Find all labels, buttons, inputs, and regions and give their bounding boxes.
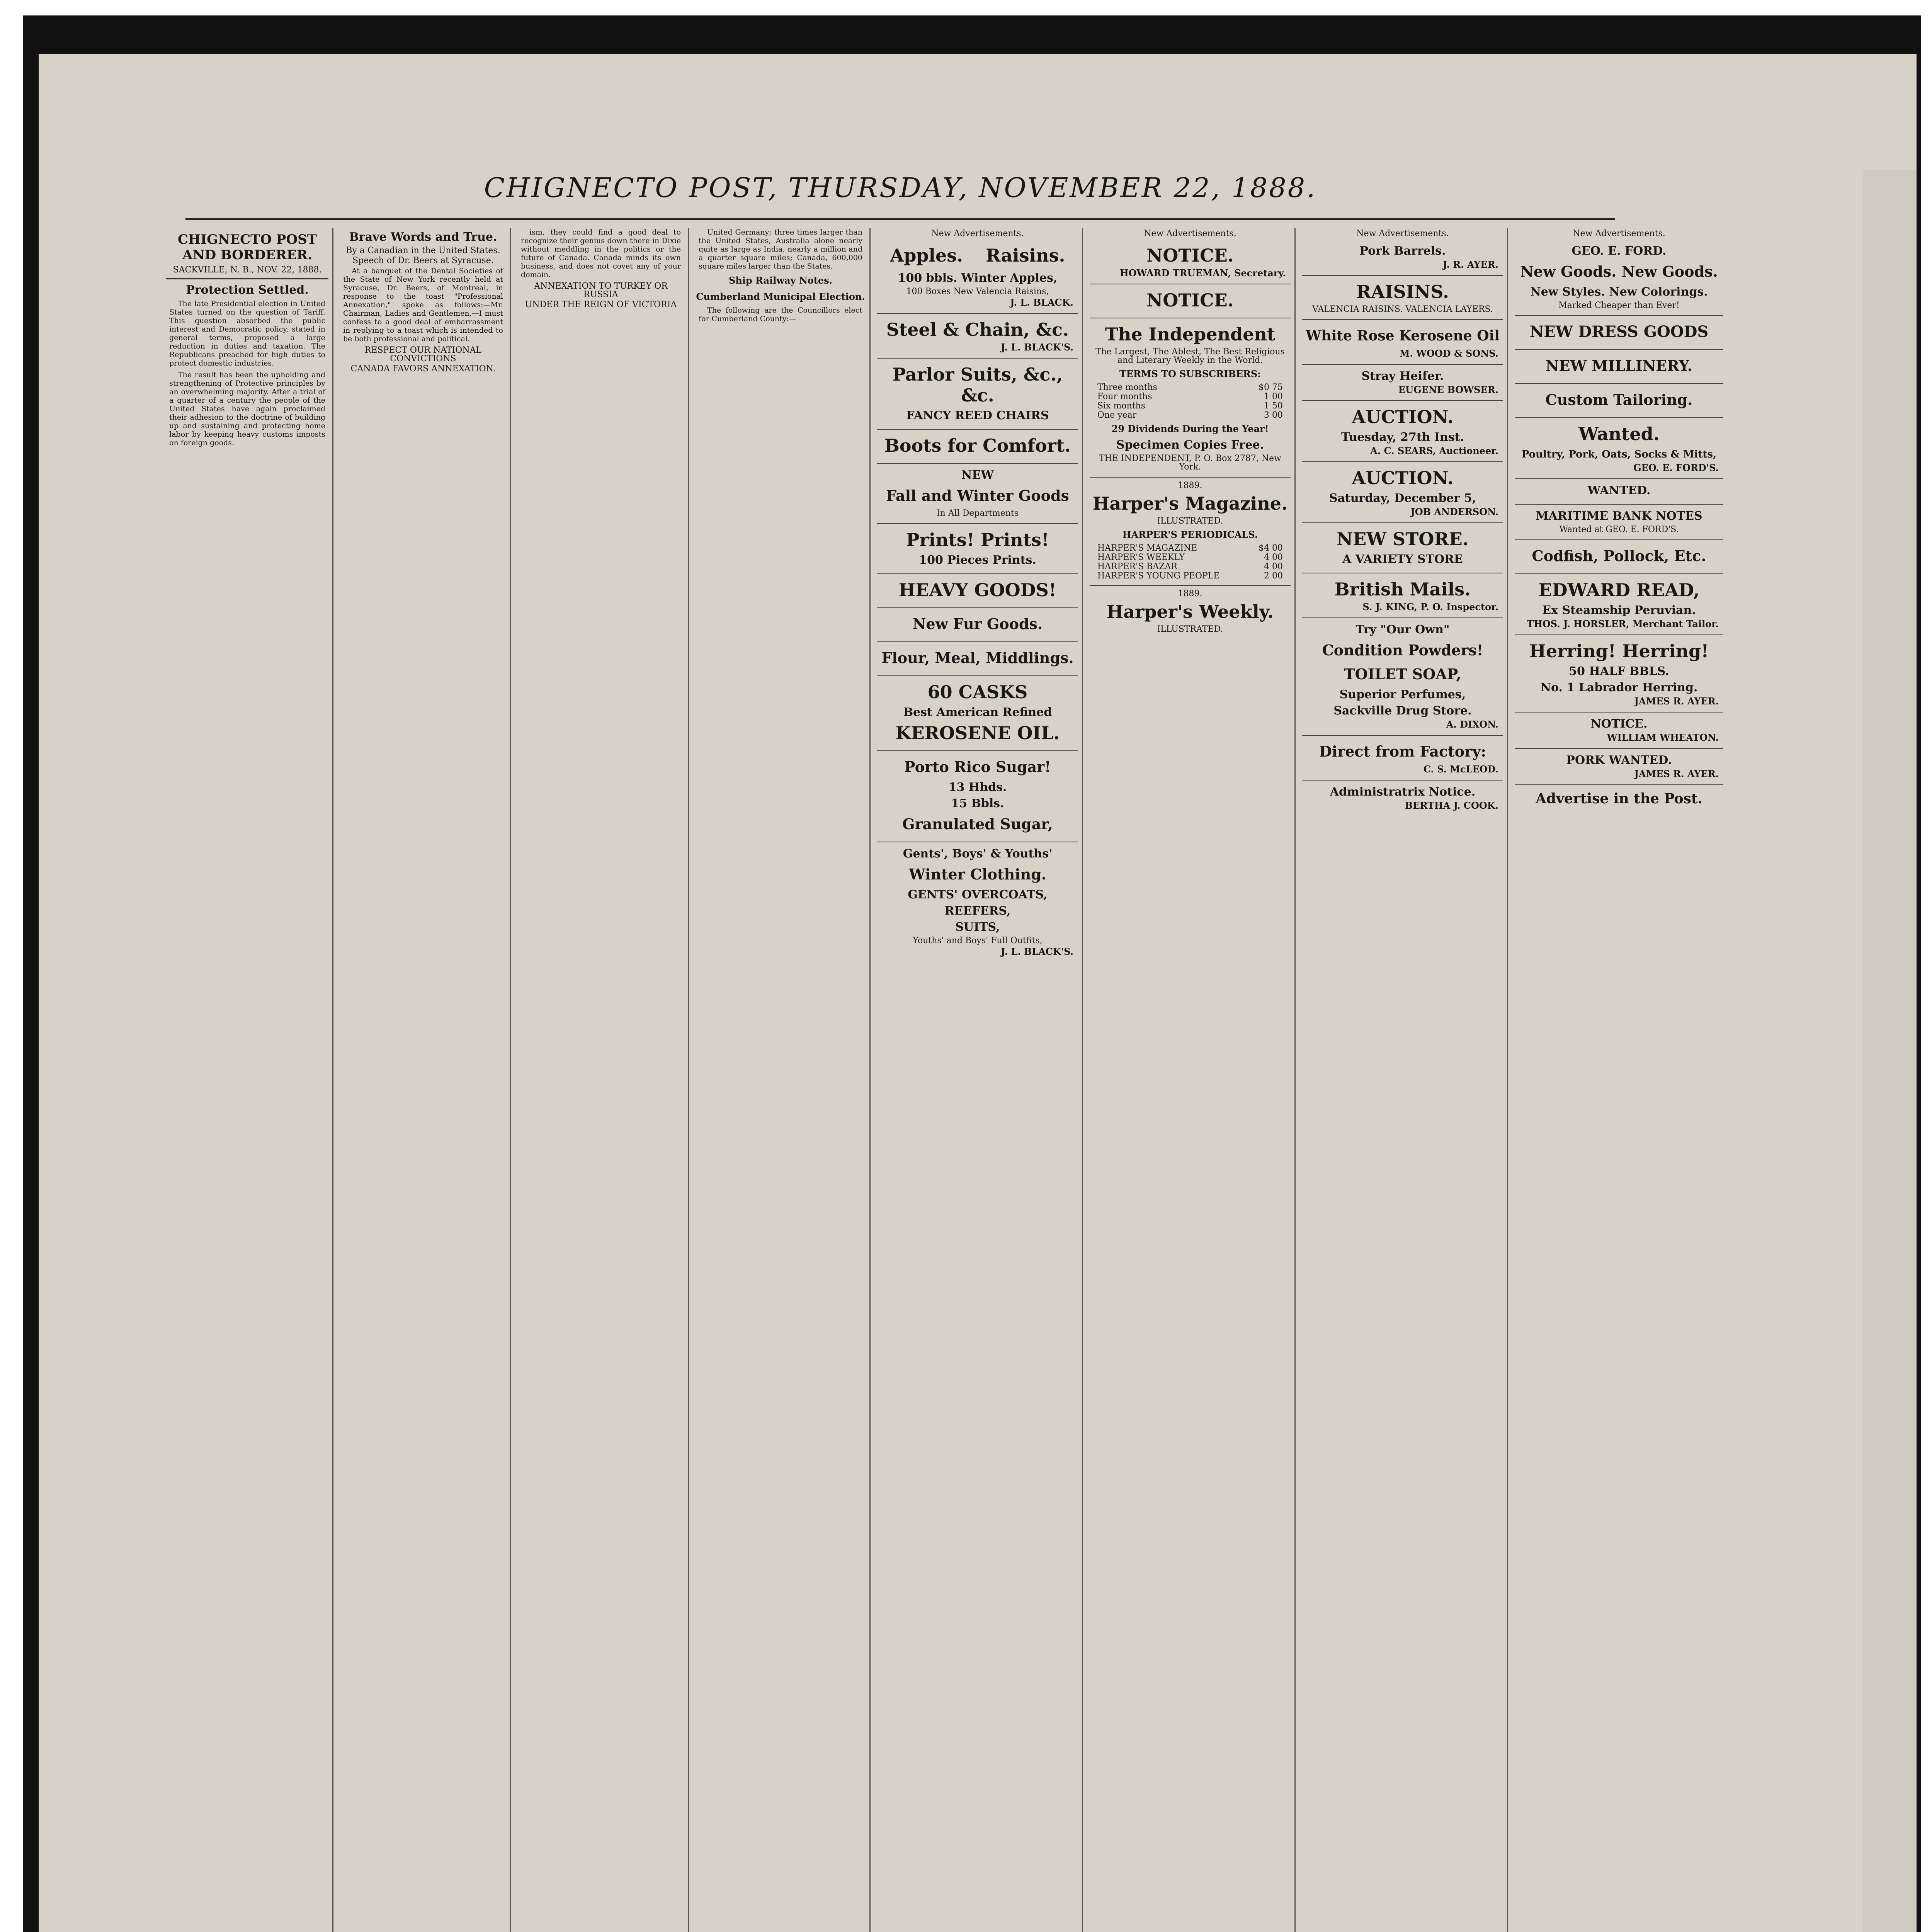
ad-signature: A. DIXON. bbox=[1446, 719, 1498, 730]
ads-header: New Advertisements. bbox=[931, 229, 1024, 238]
ad-address: THE INDEPENDENT, P. O. Box 2787, New York. bbox=[1099, 454, 1281, 472]
ad-line: Gents', Boys' & Youths' bbox=[903, 847, 1053, 861]
article-paragraph: At a banquet of the Dental Societies of the State of New York recently held at Syracuse, Dr. Beers, of Montreal, in response to the toast "Professional Annexation," spoke as follows:—Mr. Chairman, Ladies and Gentlemen,—I must confess to a good deal of embarrassment in replying to a toast which is intended to be both professional and political. bbox=[343, 267, 503, 343]
ad-line: FANCY REED CHAIRS bbox=[906, 409, 1049, 422]
ad-signature: J. R. AYER. bbox=[1442, 259, 1498, 270]
ad-line: Ex Steamship Peruvian. bbox=[1542, 604, 1696, 617]
ad-title: Steel & Chain, &c. bbox=[886, 319, 1069, 340]
ad-title: Direct from Factory: bbox=[1319, 743, 1486, 760]
ad-line: KEROSENE OIL. bbox=[895, 723, 1060, 743]
notice-title: NOTICE. bbox=[1146, 245, 1234, 266]
section-subhead: UNDER THE REIGN OF VICTORIA bbox=[525, 300, 677, 310]
column-rule bbox=[688, 228, 689, 1932]
ad-title: Custom Tailoring. bbox=[1545, 391, 1693, 408]
ad-line: 15 Bbls. bbox=[951, 797, 1004, 810]
price-label: HARPER'S YOUNG PEOPLE bbox=[1097, 571, 1220, 581]
ad-signature: J. L. BLACK. bbox=[1010, 297, 1073, 308]
dateline: SACKVILLE, N. B., NOV. 22, 1888. bbox=[173, 265, 322, 275]
ad-auction-2 bbox=[1302, 462, 1503, 523]
ad-signature: M. WOOD & SONS. bbox=[1399, 348, 1498, 359]
ad-title: Stray Heifer. bbox=[1361, 369, 1444, 383]
notice-exhibition bbox=[1090, 240, 1291, 284]
ad-line: 100 Boxes New Valencia Raisins, bbox=[906, 287, 1049, 296]
column-article bbox=[340, 228, 506, 1932]
news-heading: Cumberland Municipal Election. bbox=[696, 291, 865, 302]
ad-notice bbox=[1515, 713, 1723, 749]
ad-herring bbox=[1515, 635, 1723, 713]
ad-kerosene bbox=[877, 676, 1078, 751]
section-subhead: CANADA FAVORS ANNEXATION. bbox=[350, 364, 496, 374]
ad-year: 1889. bbox=[1178, 481, 1202, 490]
ad-title: NEW DRESS GOODS bbox=[1529, 323, 1709, 341]
ad-fall-winter-goods bbox=[877, 464, 1078, 524]
ad-title: Porto Rico Sugar! bbox=[904, 758, 1051, 776]
article-paragraph: The following are the Councillors elect for Cumberland County:— bbox=[699, 306, 862, 323]
ad-bank-notes bbox=[1515, 505, 1723, 540]
ad-british-mails bbox=[1302, 573, 1503, 618]
ad-raisins bbox=[1302, 276, 1503, 320]
price-value: 1 00 bbox=[1264, 392, 1283, 401]
ad-signature: GEO. E. FORD'S. bbox=[1633, 462, 1719, 473]
ad-flour bbox=[877, 642, 1078, 676]
ad-new-goods bbox=[1515, 240, 1723, 316]
ad-line: Sackville Drug Store. bbox=[1333, 704, 1472, 718]
ad-line: No. 1 Labrador Herring. bbox=[1540, 681, 1698, 694]
ad-line: 13 Hhds. bbox=[948, 781, 1007, 794]
ad-harpers-weekly bbox=[1090, 586, 1291, 639]
price-label: One year bbox=[1097, 410, 1137, 420]
ad-direct-factory bbox=[1302, 736, 1503, 781]
column-ads-ford bbox=[1515, 228, 1723, 1932]
ad-title: MARITIME BANK NOTES bbox=[1536, 509, 1702, 523]
column-article-cont bbox=[518, 228, 684, 1932]
ad-title: Fall and Winter Goods bbox=[886, 487, 1069, 504]
ad-signature: JOB ANDERSON. bbox=[1410, 506, 1498, 517]
price-label: HARPER'S WEEKLY bbox=[1097, 553, 1185, 562]
ad-harpers-magazine bbox=[1090, 478, 1291, 586]
price-value: 1 50 bbox=[1264, 401, 1283, 411]
price-value: 2 00 bbox=[1264, 571, 1283, 581]
article-paragraph: ism, they could find a good deal to recognize their genius down there in Dixie without meddling in the politics or the future of Canada. Canada minds its own business, and does not covet any of your domain. bbox=[521, 228, 681, 279]
ad-millinery bbox=[1515, 350, 1723, 384]
ad-line: 50 HALF BBLS. bbox=[1569, 665, 1669, 678]
price-row bbox=[1097, 402, 1283, 410]
ad-line: Saturday, December 5, bbox=[1329, 492, 1476, 505]
ad-heavy-goods bbox=[877, 574, 1078, 608]
ad-prints bbox=[877, 524, 1078, 574]
column-ads-local bbox=[1302, 228, 1503, 1932]
ad-pork-wanted bbox=[1515, 749, 1723, 785]
ad-signature: S. J. KING, P. O. Inspector. bbox=[1362, 601, 1498, 612]
price-row bbox=[1097, 553, 1283, 562]
notice-title: NOTICE. bbox=[1146, 290, 1234, 311]
price-value: 3 00 bbox=[1264, 410, 1283, 420]
ad-wanted-poultry bbox=[1515, 418, 1723, 479]
ad-new-store bbox=[1302, 523, 1503, 573]
ad-edward-read bbox=[1515, 574, 1723, 635]
byline: By a Canadian in the United States. bbox=[346, 246, 500, 255]
ad-line: ILLUSTRATED. bbox=[1157, 516, 1223, 526]
divider bbox=[166, 278, 328, 279]
ad-line: Superior Perfumes, bbox=[1339, 688, 1466, 701]
price-row bbox=[1097, 563, 1283, 571]
ad-title: Prints! Prints! bbox=[906, 529, 1049, 550]
ad-administratrix bbox=[1302, 781, 1503, 816]
ad-title: WANTED. bbox=[1587, 484, 1651, 497]
article-paragraph: The result has been the upholding and strengthening of Protective principles by an overwhelming majority. After a trial of a quarter of a century the people of the United States have again proclaimed their adhesion to the doctrine of building up and sustaining and protecting home labor by keeping heavy customs imposts on foreign goods. bbox=[169, 371, 325, 447]
section-subhead: RESPECT OUR NATIONAL CONVICTIONS bbox=[364, 345, 482, 364]
ad-clothing bbox=[877, 842, 1078, 962]
ad-line: 29 Dividends During the Year! bbox=[1111, 423, 1269, 434]
ads-header: New Advertisements. bbox=[1144, 229, 1236, 238]
ad-line: The Largest, The Ablest, The Best Religious and Literary Weekly in the World. bbox=[1095, 347, 1285, 365]
ads-header: New Advertisements. bbox=[1573, 229, 1665, 238]
ad-signature: BERTHA J. COOK. bbox=[1405, 800, 1498, 811]
price-row bbox=[1097, 572, 1283, 580]
ad-line: In All Departments bbox=[936, 509, 1019, 518]
ad-title: White Rose Kerosene Oil bbox=[1306, 328, 1500, 344]
ad-dress-goods bbox=[1515, 316, 1723, 350]
ad-tailoring bbox=[1515, 384, 1723, 418]
ad-line: Granulated Sugar, bbox=[902, 815, 1053, 833]
ad-title: Winter Clothing. bbox=[908, 866, 1047, 883]
column-notices bbox=[1090, 228, 1291, 1932]
ad-title: Parlor Suits, &c., &c. bbox=[892, 364, 1063, 406]
price-label: Four months bbox=[1097, 392, 1152, 401]
column-ads-black bbox=[877, 228, 1078, 1932]
ad-title: AUCTION. bbox=[1352, 406, 1454, 427]
byline: Speech of Dr. Beers at Syracuse. bbox=[352, 256, 494, 265]
ad-title: RAISINS. bbox=[1356, 281, 1449, 302]
ad-title: British Mails. bbox=[1334, 579, 1471, 600]
column-rule bbox=[332, 228, 333, 1932]
ad-title: 60 CASKS bbox=[927, 682, 1028, 702]
ad-signature: JAMES R. AYER. bbox=[1634, 768, 1719, 779]
ad-title: Herring! Herring! bbox=[1529, 641, 1709, 662]
masthead: CHIGNECTO POST, THURSDAY, NOVEMBER 22, 1888. bbox=[185, 172, 1615, 220]
price-label: HARPER'S BAZAR bbox=[1097, 562, 1177, 571]
column-rule bbox=[1082, 228, 1083, 1932]
ad-line: ILLUSTRATED. bbox=[1157, 624, 1223, 634]
ad-title: Boots for Comfort. bbox=[884, 435, 1071, 456]
price-row bbox=[1097, 383, 1283, 392]
ad-title: Apples. bbox=[890, 245, 963, 266]
ad-title: Condition Powders! bbox=[1322, 641, 1483, 659]
terms-heading: TERMS TO SUBSCRIBERS: bbox=[1119, 368, 1261, 379]
ad-parlor-suits bbox=[877, 359, 1078, 430]
column-rule bbox=[510, 228, 511, 1932]
ad-title: HEAVY GOODS! bbox=[898, 580, 1057, 600]
column-rule bbox=[1294, 228, 1296, 1932]
article-heading: Protection Settled. bbox=[186, 283, 309, 297]
ad-line: Best American Refined bbox=[903, 706, 1052, 719]
ad-line: Youths' and Boys' Full Outfits, bbox=[913, 936, 1043, 946]
price-row bbox=[1097, 411, 1283, 420]
ad-independent bbox=[1090, 318, 1291, 478]
price-label: HARPER'S MAGAZINE bbox=[1097, 543, 1197, 553]
article-paragraph: The late Presidential election in United States turned on the question of Tariff. This question absorbed the public interest and Democratic policy, stated in general terms, proposed a large reduction in duties and taxation. The Republicans preached for high duties to protect domestic industries. bbox=[169, 299, 325, 367]
ad-title: New Fur Goods. bbox=[912, 615, 1043, 633]
periodicals-list bbox=[1091, 544, 1289, 580]
section-subhead: ANNEXATION TO TURKEY OR RUSSIA bbox=[534, 281, 668, 299]
ads-header: New Advertisements. bbox=[1356, 229, 1449, 238]
ad-line: 100 bbls. Winter Apples, bbox=[898, 271, 1058, 285]
ad-title: NEW STORE. bbox=[1337, 529, 1469, 549]
news-heading: Ship Railway Notes. bbox=[729, 275, 832, 286]
ad-line: Try "Our Own" bbox=[1355, 623, 1450, 636]
ad-line: Wanted at GEO. E. FORD'S. bbox=[1559, 525, 1679, 534]
ad-fur-goods bbox=[877, 608, 1078, 642]
price-label: Six months bbox=[1097, 401, 1146, 411]
ad-title: Codfish, Pollock, Etc. bbox=[1532, 547, 1706, 565]
ad-stray-heifer bbox=[1302, 365, 1503, 401]
newspaper-page bbox=[39, 54, 1917, 1932]
ad-title: Raisins. bbox=[986, 245, 1065, 266]
ad-drug-store bbox=[1302, 618, 1503, 736]
ad-title: New Goods. New Goods. bbox=[1520, 263, 1718, 280]
price-value: $4 00 bbox=[1259, 543, 1283, 553]
price-value: $0 75 bbox=[1259, 383, 1283, 392]
adjacent-page-edge bbox=[1862, 170, 1917, 1932]
column-editorial bbox=[166, 228, 328, 1932]
ad-signature: C. S. McLEOD. bbox=[1423, 764, 1498, 775]
ad-line: REEFERS, bbox=[944, 904, 1011, 918]
ad-title: Harper's Magazine. bbox=[1092, 493, 1288, 514]
article-paragraph: United Germany; three times larger than the United States, Australia alone nearly quite as large as India, nearly a million and a quarter square miles; Canada, 600,000 square miles larger than the States. bbox=[699, 228, 862, 270]
ad-line: Marked Cheaper than Ever! bbox=[1558, 301, 1680, 310]
ad-title: Pork Barrels. bbox=[1359, 244, 1446, 258]
price-label: Three months bbox=[1097, 383, 1157, 392]
article-heading: Brave Words and True. bbox=[349, 230, 497, 244]
ad-line: SUITS, bbox=[955, 920, 1000, 934]
ad-pork-barrels bbox=[1302, 240, 1503, 276]
price-row bbox=[1097, 544, 1283, 553]
ad-title: Administratrix Notice. bbox=[1330, 785, 1476, 799]
ad-line: Poultry, Pork, Oats, Socks & Mitts, bbox=[1521, 449, 1717, 460]
ad-line: VALENCIA RAISINS. VALENCIA LAYERS. bbox=[1312, 304, 1493, 314]
ad-line: New Styles. New Colorings. bbox=[1530, 285, 1708, 299]
ad-apples-raisins bbox=[877, 240, 1078, 314]
notice-school-lands bbox=[1090, 284, 1291, 318]
ad-signature: JAMES R. AYER. bbox=[1634, 696, 1719, 707]
ad-line: 100 Pieces Prints. bbox=[919, 553, 1036, 567]
ad-line: A VARIETY STORE bbox=[1342, 553, 1463, 566]
ad-line: Tuesday, 27th Inst. bbox=[1341, 430, 1464, 444]
ad-boots bbox=[877, 430, 1078, 464]
price-value: 4 00 bbox=[1264, 562, 1283, 571]
ad-codfish bbox=[1515, 540, 1723, 574]
ad-signature: WILLIAM WHEATON. bbox=[1607, 732, 1719, 743]
ad-title: Harper's Weekly. bbox=[1106, 601, 1274, 622]
periodicals-heading: HARPER'S PERIODICALS. bbox=[1122, 529, 1258, 540]
ad-sugar bbox=[877, 751, 1078, 842]
ad-title: AUCTION. bbox=[1352, 468, 1454, 488]
price-value: 4 00 bbox=[1264, 553, 1283, 562]
terms-list bbox=[1091, 383, 1289, 420]
price-row bbox=[1097, 393, 1283, 401]
notice-signature: HOWARD TRUEMAN, Secretary. bbox=[1119, 267, 1286, 279]
ad-line: Specimen Copies Free. bbox=[1116, 438, 1264, 452]
paper-title: CHIGNECTO POST AND BORDERER. bbox=[178, 232, 317, 263]
ad-line: TOILET SOAP, bbox=[1344, 665, 1461, 683]
ad-line: GEO. E. FORD. bbox=[1571, 244, 1667, 258]
ad-signature: THOS. J. HORSLER, Merchant Tailor. bbox=[1527, 618, 1719, 629]
ad-title: The Independent bbox=[1105, 324, 1276, 345]
ad-line: GENTS' OVERCOATS, bbox=[908, 888, 1048, 901]
advertise-banner: Advertise in the Post. bbox=[1535, 791, 1703, 807]
ad-signature: EUGENE BOWSER. bbox=[1398, 384, 1498, 395]
ad-title: NEW MILLINERY. bbox=[1545, 357, 1693, 374]
ad-line: NEW bbox=[961, 468, 994, 482]
ad-title: NOTICE. bbox=[1590, 717, 1648, 731]
ad-signature: J. L. BLACK'S. bbox=[1001, 342, 1073, 353]
ad-title: Flour, Meal, Middlings. bbox=[881, 649, 1074, 667]
column-rule bbox=[1507, 228, 1508, 1932]
ad-signature: A. C. SEARS, Auctioneer. bbox=[1370, 445, 1498, 456]
ad-title: Wanted. bbox=[1578, 423, 1660, 444]
column-news bbox=[696, 228, 866, 1932]
column-rule bbox=[869, 228, 871, 1932]
ad-signature: J. L. BLACK'S. bbox=[1001, 946, 1073, 957]
ad-kerosene-oil bbox=[1302, 320, 1503, 365]
ad-wanted-girls bbox=[1515, 479, 1723, 505]
ad-auction-1 bbox=[1302, 401, 1503, 462]
ad-title: PORK WANTED. bbox=[1566, 753, 1672, 767]
ad-title: EDWARD READ, bbox=[1538, 580, 1700, 600]
ad-steel-chain bbox=[877, 314, 1078, 359]
ad-year: 1889. bbox=[1178, 589, 1202, 599]
